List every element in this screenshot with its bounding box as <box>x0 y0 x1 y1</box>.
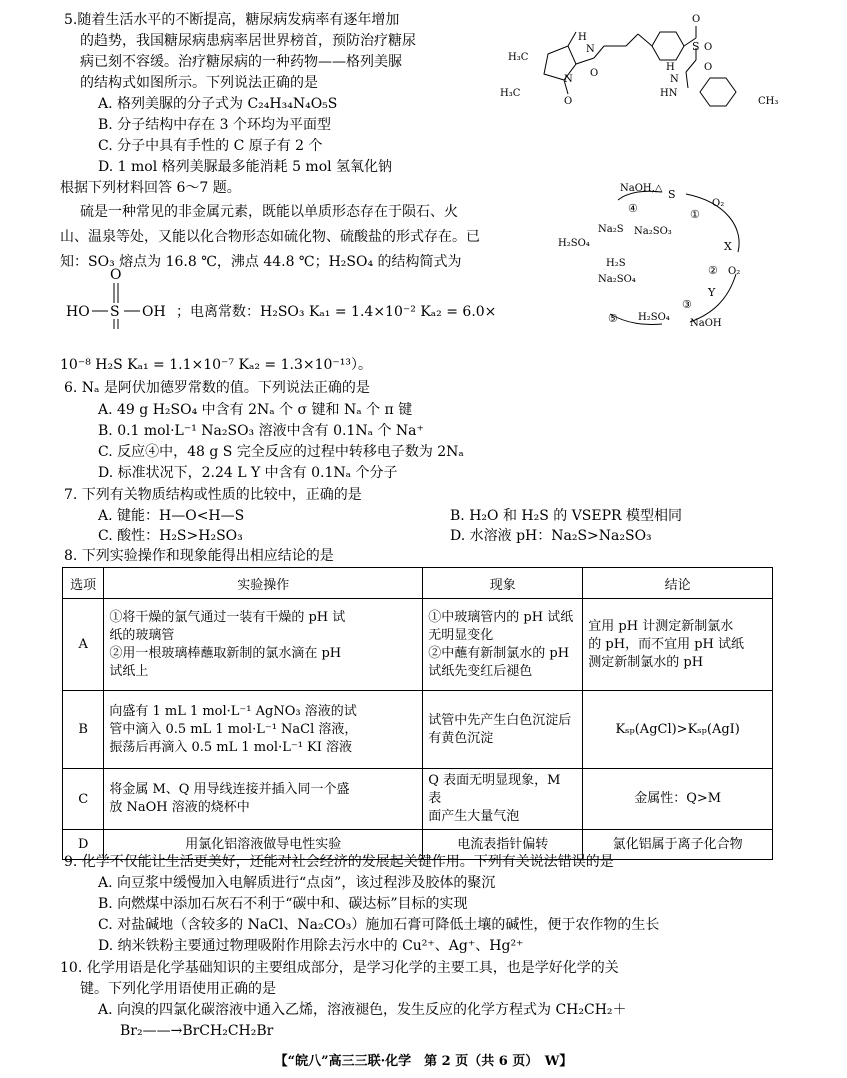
label-s: S <box>692 40 700 53</box>
row-c-label: C <box>63 769 104 830</box>
hoso-ho: HO <box>66 304 90 320</box>
q10-stem-line-1: 10. 化学用语是化学基础知识的主要组成部分，是学习化学的主要工具，也是学好化学的关 <box>60 960 619 976</box>
q5-option-b: B. 分子结构中存在 3 个环均为平面型 <box>98 117 331 133</box>
label-ch3: CH₃ <box>758 96 779 107</box>
glimepiride-structure-figure <box>490 6 790 114</box>
cycle-o2-2: O₂ <box>728 266 741 277</box>
q5-stem-line-4: 的结构式如图所示。下列说法正确的是 <box>80 75 318 91</box>
label-h3c-top: H₃C <box>508 52 529 63</box>
cycle-na2s: Na₂S <box>598 224 624 235</box>
q7-option-c: C. 酸性：H₂S>H₂SO₃ <box>98 528 243 544</box>
q6-option-d: D. 标准状况下，2.24 L Y 中含有 0.1Nₐ 个分子 <box>98 465 398 481</box>
row-d-operation: 用氯化铝溶液做导电性实验 <box>104 830 423 860</box>
q9-option-c: C. 对盐碱地（含较多的 NaCl、Na₂CO₃）施加石膏可降低土壤的碱性，便于农作物的生长 <box>98 917 660 933</box>
cycle-naoh: NaOH <box>690 318 722 329</box>
q6-option-b: B. 0.1 mol·L⁻¹ Na₂SO₃ 溶液中含有 0.1Nₐ 个 Na⁺ <box>98 423 424 439</box>
row-a-phenomenon: ①中玻璃管内的 pH 试纸 无明显变化 ②中蘸有新制氯水的 pH 试纸先变红后褪色 <box>423 599 583 691</box>
row-b-phenomenon: 试管中先产生白色沉淀后 有黄色沉淀 <box>423 691 583 769</box>
q6-stem: 6. Nₐ 是阿伏加德罗常数的值。下列说法正确的是 <box>64 380 370 396</box>
row-d-phenomenon: 电流表指针偏转 <box>423 830 583 860</box>
material-line-1: 硫是一种常见的非金属元素，既能以单质形态存在于陨石、火 <box>80 204 458 220</box>
cycle-h2s: H₂S <box>606 258 626 269</box>
q5-stem-line-2: 的趋势，我国糖尿病患病率居世界榜首，预防治疗糖尿 <box>80 33 416 49</box>
q5-stem-line-1: 5.随着生活水平的不断提高，糖尿病发病率有逐年增加 <box>64 12 400 28</box>
material-line-2: 山、温泉等处，又能以化合物形态如硫化物、硫酸盐的形式存在。已 <box>60 229 480 245</box>
hoso-s: S <box>110 304 120 320</box>
q9-stem: 9. 化学不仅能让生活更美好，还能对社会经济的发展起关键作用。下列有关说法错误的是 <box>64 854 614 870</box>
cycle-h2so4-2: H₂SO₄ <box>638 312 670 323</box>
q7-option-b: B. H₂O 和 H₂S 的 VSEPR 模型相同 <box>450 508 683 524</box>
row-b-operation: 向盛有 1 mL 1 mol·L⁻¹ AgNO₃ 溶液的试 管中滴入 0.5 mL 1 mol·L⁻¹ NaCl 溶液， 振荡后再滴入 0.5 mL 1 mol·L⁻¹ KI 溶液 <box>104 691 423 769</box>
row-c-operation: 将金属 M、Q 用导线连接并插入同一个盛 放 NaOH 溶液的烧杯中 <box>104 769 423 830</box>
label-h3c-bottom: H₃C <box>500 88 521 99</box>
row-d-conclusion: 氯化铝属于离子化合物 <box>583 830 773 860</box>
row-d-label: D <box>63 830 104 860</box>
q9-option-a: A. 向豆浆中缓慢加入电解质进行“点卤”，该过程涉及胶体的聚沉 <box>98 875 496 891</box>
label-o-ring: O <box>564 96 573 107</box>
hoso-oh: OH <box>142 304 166 320</box>
q9-option-d: D. 纳米铁粉主要通过物理吸附作用除去污水中的 Cu²⁺、Ag⁺、Hg²⁺ <box>98 938 524 954</box>
q10-option-a-line-1: A. 向溴的四氯化碳溶液中通入乙烯，溶液褪色，发生反应的化学方程式为 CH₂CH₂＋ <box>98 1002 627 1018</box>
cycle-na2so3: Na₂SO₃ <box>634 226 672 237</box>
q5-option-a: A. 格列美脲的分子式为 C₂₄H₃₄N₄O₅S <box>98 96 338 112</box>
q7-stem: 7. 下列有关物质结构或性质的比较中，正确的是 <box>64 487 362 503</box>
experiment-table <box>62 567 773 860</box>
q5-option-c: C. 分子中具有手性的 C 原子有 2 个 <box>98 138 323 154</box>
cycle-naoh-delta: NaOH,△ <box>620 183 663 194</box>
header-operation: 实验操作 <box>104 568 423 599</box>
q6-option-c: C. 反应④中，48 g S 完全反应的过程中转移电子数为 2Nₐ <box>98 444 464 460</box>
label-n-ring: N <box>564 74 573 85</box>
label-o-urea: O <box>704 62 713 73</box>
q8-stem: 8. 下列实验操作和现象能得出相应结论的是 <box>64 548 334 564</box>
table-row <box>63 769 773 830</box>
sulfuric-acid-structure <box>66 265 180 329</box>
q6-option-a: A. 49 g H₂SO₄ 中含有 2Nₐ 个 σ 键和 Nₐ 个 π 键 <box>98 402 413 418</box>
label-n-sulfonyl: N <box>670 74 679 85</box>
row-a-label: A <box>63 599 104 691</box>
cycle-s: S <box>668 188 676 201</box>
row-b-conclusion: Kₛₚ(AgCl)>Kₛₚ(AgI) <box>583 691 773 769</box>
cycle-num-4: ④ <box>628 202 638 215</box>
q5-stem-line-3: 病已刻不容缓。治疗糖尿病的一种药物——格列美脲 <box>80 54 402 70</box>
q9-option-b: B. 向燃煤中添加石灰石不利于“碳中和、碳达标”目标的实现 <box>98 896 468 912</box>
q10-stem-line-2: 键。下列化学用语使用正确的是 <box>80 981 276 997</box>
header-option: 选项 <box>63 568 104 599</box>
label-h-1: H <box>578 32 587 43</box>
label-o-s-top: O <box>692 14 701 25</box>
row-b-label: B <box>63 691 104 769</box>
row-a-operation: ①将干燥的氯气通过一装有干燥的 pH 试 纸的玻璃管 ②用一根玻璃棒蘸取新制的氯水滴在 pH 试纸上 <box>104 599 423 691</box>
row-c-phenomenon: Q 表面无明显现象，M 表 面产生大量气泡 <box>423 769 583 830</box>
label-h-2: H <box>666 62 675 73</box>
table-row <box>63 691 773 769</box>
q10-option-a-line-2: Br₂——→BrCH₂CH₂Br <box>120 1023 274 1039</box>
cycle-num-3: ③ <box>682 298 692 311</box>
header-phenomenon: 现象 <box>423 568 583 599</box>
q5-option-d: D. 1 mol 格列美脲最多能消耗 5 mol 氢氧化钠 <box>98 159 393 175</box>
table-header-row <box>63 568 773 599</box>
row-a-conclusion: 宜用 pH 计测定新制氯水 的 pH，而不宜用 pH 试纸 测定新制氯水的 pH <box>583 599 773 691</box>
sulfur-cycle-figure <box>558 176 768 340</box>
q7-option-d: D. 水溶液 pH：Na₂S>Na₂SO₃ <box>450 528 652 544</box>
page-footer: 【“皖八”高三三联·化学 第 2 页（共 6 页） W】 <box>274 1054 573 1069</box>
ionization-line-2: 10⁻⁸ H₂S Kₐ₁ = 1.1×10⁻⁷ Kₐ₂ = 1.3×10⁻¹³）。 <box>60 357 373 373</box>
cycle-num-5: ⑤ <box>608 312 618 325</box>
ionization-line-1: ；电离常数：H₂SO₃ Kₐ₁ = 1.4×10⁻² Kₐ₂ = 6.0× <box>176 304 497 320</box>
table-row <box>63 599 773 691</box>
cycle-y: Y <box>708 286 716 299</box>
hoso-o-top: O <box>110 267 122 283</box>
header-conclusion: 结论 <box>583 568 773 599</box>
label-hn: HN <box>660 88 678 99</box>
row-c-conclusion: 金属性：Q>M <box>583 769 773 830</box>
material-intro: 根据下列材料回答 6～7 题。 <box>60 180 241 196</box>
label-o-s-right: O <box>704 42 713 53</box>
label-n-amide: N <box>586 44 595 55</box>
q7-option-a: A. 键能：H—O<H—S <box>98 508 245 524</box>
cycle-na2so4: Na₂SO₄ <box>598 274 636 285</box>
material-line-3: 知：SO₃ 熔点为 16.8 ℃，沸点 44.8 ℃；H₂SO₄ 的结构简式为 <box>60 254 462 270</box>
label-o-amide: O <box>590 68 599 79</box>
cycle-num-2: ② <box>708 264 718 277</box>
cycle-x: X <box>724 240 732 253</box>
cycle-num-1: ① <box>690 208 700 221</box>
cycle-h2so4-1: H₂SO₄ <box>558 238 590 249</box>
cycle-o2-1: O₂ <box>712 198 725 209</box>
